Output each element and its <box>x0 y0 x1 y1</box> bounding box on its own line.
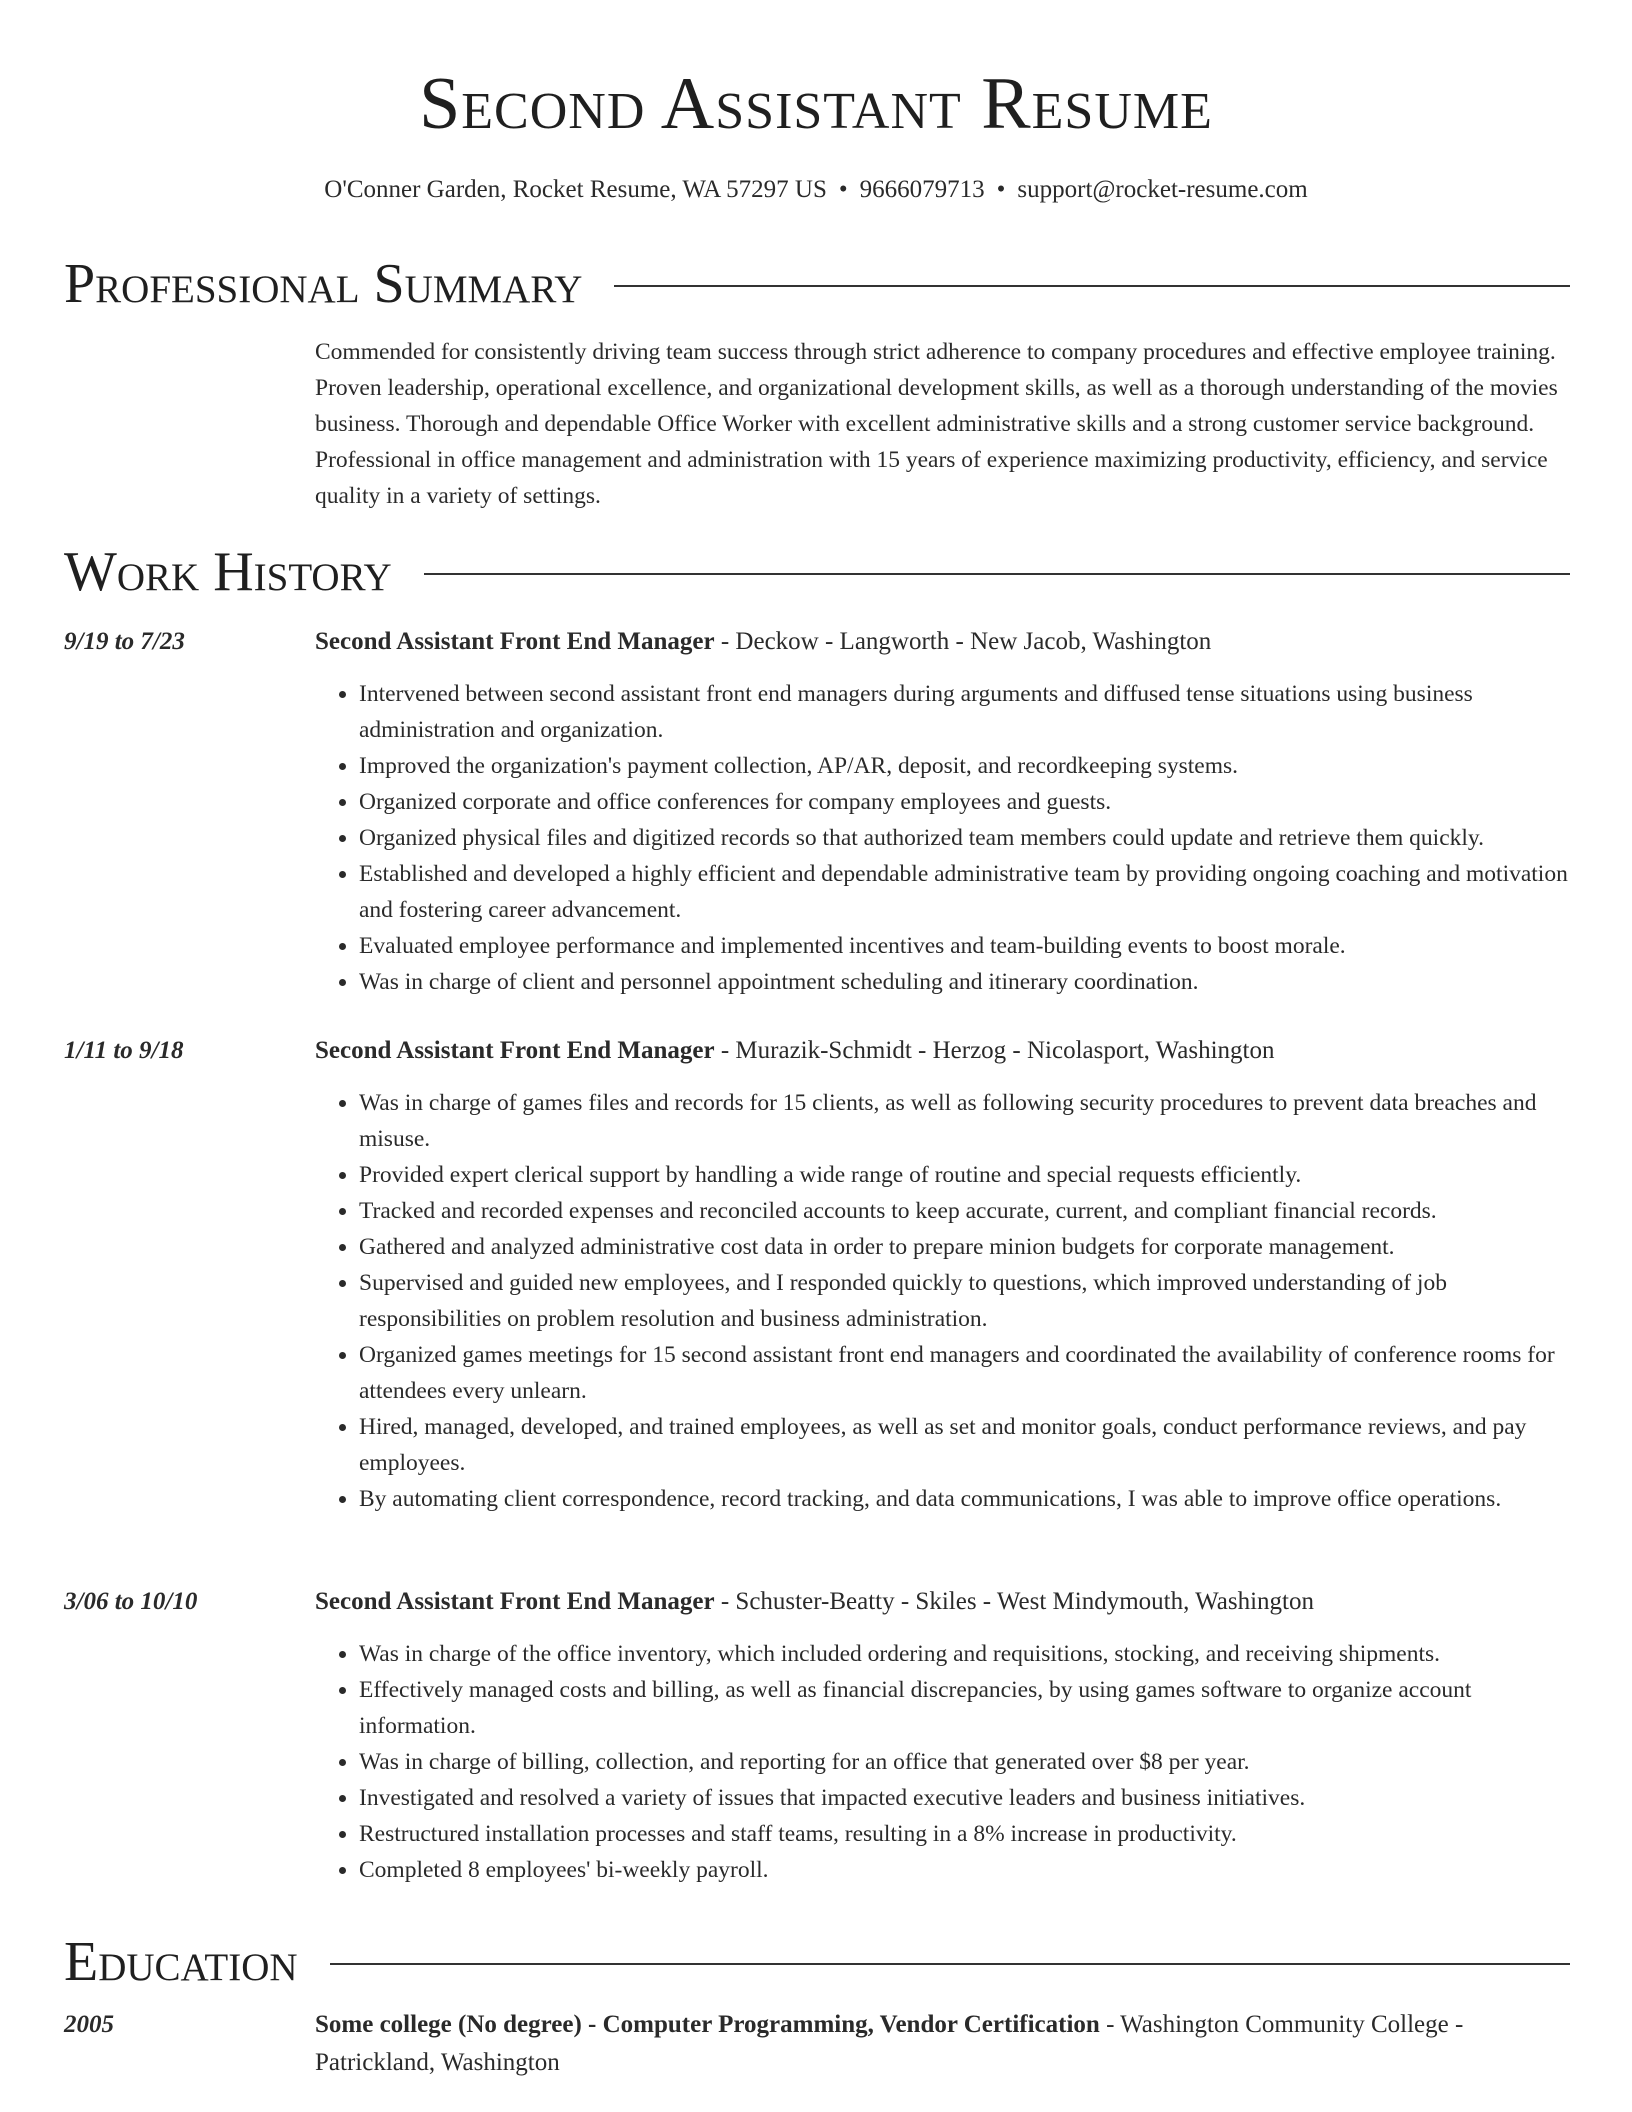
section-divider <box>424 573 1570 575</box>
job-bullet: • Gathered and analyzed administrative cost data in order to prepare minion budgets for corporate management. <box>359 1229 1570 1265</box>
job-bullets <box>315 1636 1570 1888</box>
education-year: 2005 <box>64 2011 114 2038</box>
job-title: Second Assistant Front End Manager <box>315 1588 715 1615</box>
education-entry <box>64 2006 1570 2082</box>
contact-separator: • <box>838 176 848 203</box>
contact-address: O'Conner Garden, Rocket Resume, WA 57297 US <box>324 176 827 203</box>
job-bullet: • Improved the organization's payment collection, AP/AR, deposit, and recordkeeping systems. <box>359 748 1570 784</box>
job-employer: - Murazik-Schmidt - Herzog - Nicolasport, Washington <box>714 1037 1275 1064</box>
education-section-header <box>64 1930 1570 1994</box>
summary-heading: Professional Summary <box>64 253 583 315</box>
job-bullet: • Organized games meetings for 15 second assistant front end managers and coordinated the availability of conference rooms for attendees every unlearn. <box>359 1337 1570 1409</box>
job-bullet: • By automating client correspondence, record tracking, and data communications, I was able to improve office operations. <box>359 1481 1570 1517</box>
job-bullet: • Effectively managed costs and billing, as well as financial discrepancies, by using games software to organize account information. <box>359 1672 1570 1744</box>
contact-line <box>0 174 1632 206</box>
contact-separator: • <box>996 176 1006 203</box>
job-header <box>64 1033 1570 1069</box>
job-entry-2 <box>64 1033 1570 1517</box>
job-bullet: • Was in charge of the office inventory, which included ordering and requisitions, stocking, and receiving shipments. <box>359 1636 1570 1672</box>
summary-text: Commended for consistently driving team success through strict adherence to company procedures and effective employee training. Proven leadership, operational excellence, and organizational development skills, as well as a thorough understanding of the movies business. Thorough and dependable Office Worker with excellent administrative skills and a strong customer service background. Professional in office management and administration with 15 years of experience maximizing productivity, efficiency, and service quality in a variety of settings. <box>315 339 1558 509</box>
job-bullet: • Intervened between second assistant front end managers during arguments and diffused tense situations using business administration and organization. <box>359 676 1570 748</box>
job-title-line <box>315 624 1570 660</box>
job-bullet: • Completed 8 employees' bi-weekly payroll. <box>359 1852 1570 1888</box>
job-bullets <box>315 1085 1570 1517</box>
job-bullet: • Organized physical files and digitized records so that authorized team members could update and retrieve them quickly. <box>359 820 1570 856</box>
job-title-line <box>315 1033 1570 1069</box>
job-bullet: • Supervised and guided new employees, and I responded quickly to questions, which improved understanding of job responsibilities on problem resolution and business administration. <box>359 1265 1570 1337</box>
job-title-line <box>315 1584 1570 1620</box>
job-bullet: • Established and developed a highly efficient and dependable administrative team by providing ongoing coaching and motivation and fostering career advancement. <box>359 856 1570 928</box>
job-title: Second Assistant Front End Manager <box>315 1037 715 1064</box>
job-entry-1 <box>64 624 1570 1000</box>
job-header <box>64 1584 1570 1620</box>
job-bullets <box>315 676 1570 1000</box>
job-bullet: • Organized corporate and office conferences for company employees and guests. <box>359 784 1570 820</box>
job-bullet: • Restructured installation processes and staff teams, resulting in a 8% increase in productivity. <box>359 1816 1570 1852</box>
education-heading: Education <box>64 1931 298 1993</box>
job-employer: - Schuster-Beatty - Skiles - West Mindymouth, Washington <box>714 1588 1314 1615</box>
job-dates: 1/11 to 9/18 <box>64 1037 184 1064</box>
job-header <box>64 624 1570 660</box>
job-bullet: • Hired, managed, developed, and trained employees, as well as set and monitor goals, conduct performance reviews, and pay employees. <box>359 1409 1570 1481</box>
summary-section-header <box>64 252 1570 316</box>
job-dates: 9/19 to 7/23 <box>64 628 185 655</box>
resume-title: Second Assistant Resume <box>419 63 1213 145</box>
education-school: - Washington Community College - Patrickland, Washington <box>315 2011 1464 2076</box>
work-heading: Work History <box>64 541 392 603</box>
job-entry-3 <box>64 1584 1570 1888</box>
job-title: Second Assistant Front End Manager <box>315 628 715 655</box>
section-divider <box>614 285 1570 287</box>
job-bullet: • Provided expert clerical support by handling a wide range of routine and special requests efficiently. <box>359 1157 1570 1193</box>
job-bullet: • Was in charge of client and personnel appointment scheduling and itinerary coordination. <box>359 964 1570 1000</box>
contact-email: support@rocket-resume.com <box>1017 176 1308 203</box>
education-details <box>315 2006 1570 2082</box>
education-degree: Some college (No degree) - Computer Programming, Vendor Certification <box>315 2011 1100 2038</box>
job-bullet: • Was in charge of games files and records for 15 clients, as well as following security procedures to prevent data breaches and misuse. <box>359 1085 1570 1157</box>
work-section-header <box>64 540 1570 604</box>
job-employer: - Deckow - Langworth - New Jacob, Washington <box>714 628 1212 655</box>
job-bullet: • Investigated and resolved a variety of issues that impacted executive leaders and business initiatives. <box>359 1780 1570 1816</box>
section-divider <box>330 1963 1570 1965</box>
job-bullet: • Tracked and recorded expenses and reconciled accounts to keep accurate, current, and compliant financial records. <box>359 1193 1570 1229</box>
contact-phone: 9666079713 <box>859 176 985 203</box>
job-dates: 3/06 to 10/10 <box>64 1588 198 1615</box>
job-bullet: • Evaluated employee performance and implemented incentives and team-building events to boost morale. <box>359 928 1570 964</box>
job-bullet: • Was in charge of billing, collection, and reporting for an office that generated over $8 per year. <box>359 1744 1570 1780</box>
